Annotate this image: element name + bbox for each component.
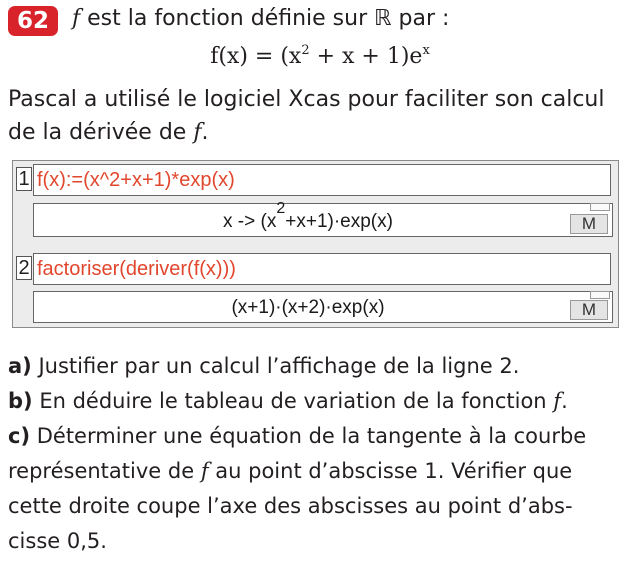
text-line-2-post: .: [201, 120, 209, 145]
formula-lhs: f(x) = (x: [210, 44, 302, 69]
formula-mid: + x + 1)e: [309, 44, 423, 69]
exercise-number-badge: 62: [8, 6, 58, 36]
text-line-2: [8, 120, 208, 145]
xcas-output-1: [33, 200, 613, 237]
xcas-output-1-text: $x -> (x^2+x+1)\cdot\exp(x)$: [223, 200, 393, 232]
intro-line: [72, 6, 449, 31]
xcas-line-number-1: 1: [16, 167, 32, 191]
question-c-label: c): [8, 424, 31, 448]
xcas-output-2: [33, 291, 613, 323]
question-c-text: Déterminer une équation de la tangente à la courbe: [30, 424, 587, 448]
question-c-line-2: représentative de f au point d’abscisse 1. Vérifier que: [8, 459, 573, 483]
formula-exponent-2: 2: [301, 43, 310, 58]
intro-f: f: [72, 6, 81, 31]
question-a-text: Justifier par un calcul l’affichage de la ligne 2.: [31, 354, 520, 378]
text-line-2-pre: de la dérivée de: [8, 120, 194, 145]
xcas-line-number-2: 2: [16, 256, 32, 280]
question-b-label: b): [8, 389, 33, 413]
xcas-command-2[interactable]: factoriser(deriver(f(x))): [33, 253, 611, 285]
function-formula: [0, 44, 640, 69]
intro-text: est la fonction définie sur ℝ par :: [80, 6, 450, 31]
question-c-line-4: cisse 0,5.: [8, 529, 107, 553]
xcas-output-1-scroll[interactable]: [590, 203, 610, 211]
question-c: [8, 424, 586, 448]
xcas-output-2-scroll[interactable]: [590, 291, 610, 299]
xcas-menu-button-2[interactable]: M: [570, 300, 608, 320]
xcas-output-2-text: (x+1)·(x+2)·exp(x): [231, 297, 385, 318]
text-line-2-f: f: [193, 120, 202, 145]
text-line-1: Pascal a utilisé le logiciel Xcas pour faciliter son calcul: [8, 87, 605, 112]
question-c-line-3: cette droite coupe l’axe des abscisses au point d’abs-: [8, 494, 573, 518]
question-a: [8, 354, 519, 378]
xcas-menu-button-1[interactable]: M: [570, 214, 608, 234]
formula-exponent-x: x: [422, 43, 430, 58]
xcas-command-1[interactable]: f(x):=(x^2+x+1)*exp(x): [33, 164, 611, 196]
question-a-label: a): [8, 354, 32, 378]
xcas-window: [12, 160, 619, 328]
question-b: b) En déduire le tableau de variation de la fonction f.: [8, 389, 568, 413]
